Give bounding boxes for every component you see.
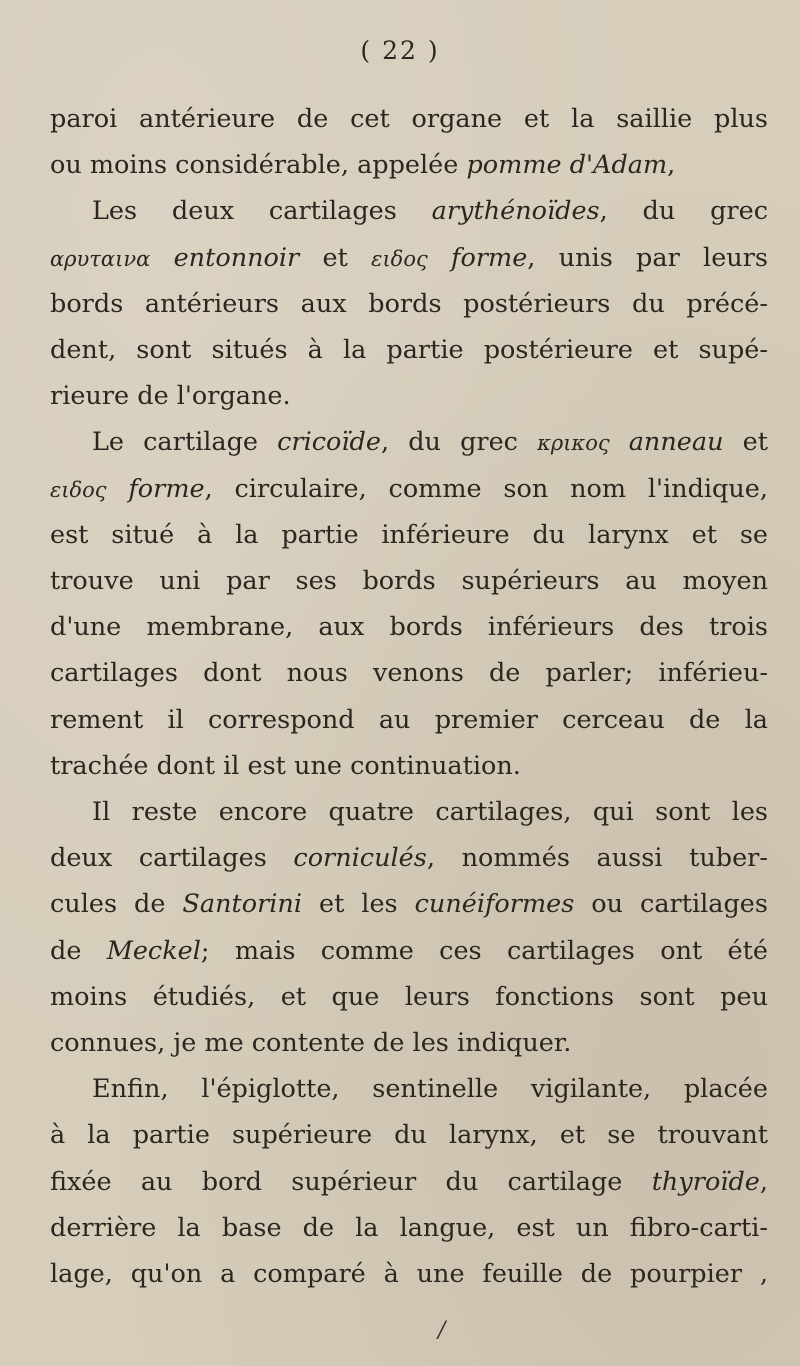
greek-term: ειδος — [371, 246, 428, 271]
text-line: deux cartilages corniculés, nommés aussi tuber- — [50, 843, 768, 874]
text-line: à la partie supérieure du larynx, et se trouvant — [50, 1120, 768, 1151]
greek-term: κρικος — [537, 431, 610, 456]
text-line: paroi antérieure de cet organe et la saillie plus — [50, 104, 768, 134]
text-line: bords antérieurs aux bords postérieurs du précé- — [50, 288, 768, 319]
text-line: Il reste encore quatre cartilages, qui sont les — [92, 797, 768, 827]
text-line: derrière la base de la langue, est un fibro-carti- — [50, 1212, 768, 1243]
text-line: fixée au bord supérieur du cartilage thyroïde, — [50, 1166, 768, 1197]
text-line: lage, qu'on a comparé à une feuille de pourpier , — [50, 1259, 768, 1289]
text-line: ειδος forme, circulaire, comme son nom l'indique, — [50, 473, 768, 504]
text-line: Enfin, l'épiglotte, sentinelle vigilante, placée — [92, 1074, 768, 1105]
text-line: rement il correspond au premier cerceau de la — [50, 704, 768, 735]
text-line: rieure de l'organe. — [50, 381, 291, 412]
text-line: cartilages dont nous venons de parler; inférieu- — [50, 658, 768, 689]
italic-term: cunéiformes — [414, 889, 575, 920]
italic-term: arythénoïdes — [431, 196, 600, 227]
text-line: trachée dont il est une continuation. — [50, 750, 521, 781]
page-number: ( 22 ) — [360, 36, 440, 65]
greek-term: ειδος — [50, 477, 107, 502]
italic-term: entonnoir — [173, 242, 300, 273]
text-line: d'une membrane, aux bords inférieurs des trois — [50, 612, 768, 643]
text-line: connues, je me contente de les indiquer. — [50, 1028, 572, 1058]
text-line: moins étudiés, et que leurs fonctions sont peu — [50, 981, 768, 1012]
text-line: trouve uni par ses bords supérieurs au moyen — [50, 566, 768, 596]
italic-term: corniculés — [293, 843, 427, 874]
italic-term: thyroïde — [651, 1166, 760, 1197]
italic-term: Santorini — [182, 889, 303, 920]
greek-term: αρυταινα — [50, 246, 151, 271]
italic-term: forme — [128, 473, 205, 504]
text-line: αρυταινα entonnoir et ειδος forme, unis par leurs — [50, 242, 769, 273]
italic-term: pomme d'Adam — [466, 150, 668, 181]
text-line: de Meckel; mais comme ces cartilages ont été — [50, 935, 768, 966]
text-line: est situé à la partie inférieure du larynx et se — [50, 519, 768, 550]
italic-term: anneau — [628, 427, 724, 458]
italic-term: Meckel — [106, 935, 201, 966]
text-line: ou moins considérable, appelée pomme d'Adam, — [50, 150, 676, 181]
text-line: Le cartilage cricoïde, du grec κρικος anneau et — [92, 427, 768, 458]
italic-term: forme — [451, 242, 528, 273]
text-line: dent, sont situés à la partie postérieure et supé- — [50, 335, 768, 365]
text-line: cules de Santorini et les cunéiformes ou cartilages — [50, 889, 768, 920]
italic-term: cricoïde — [277, 427, 381, 458]
footer-mark: / — [438, 1318, 446, 1343]
text-line: Les deux cartilages arythénoïdes, du grec — [92, 196, 768, 227]
